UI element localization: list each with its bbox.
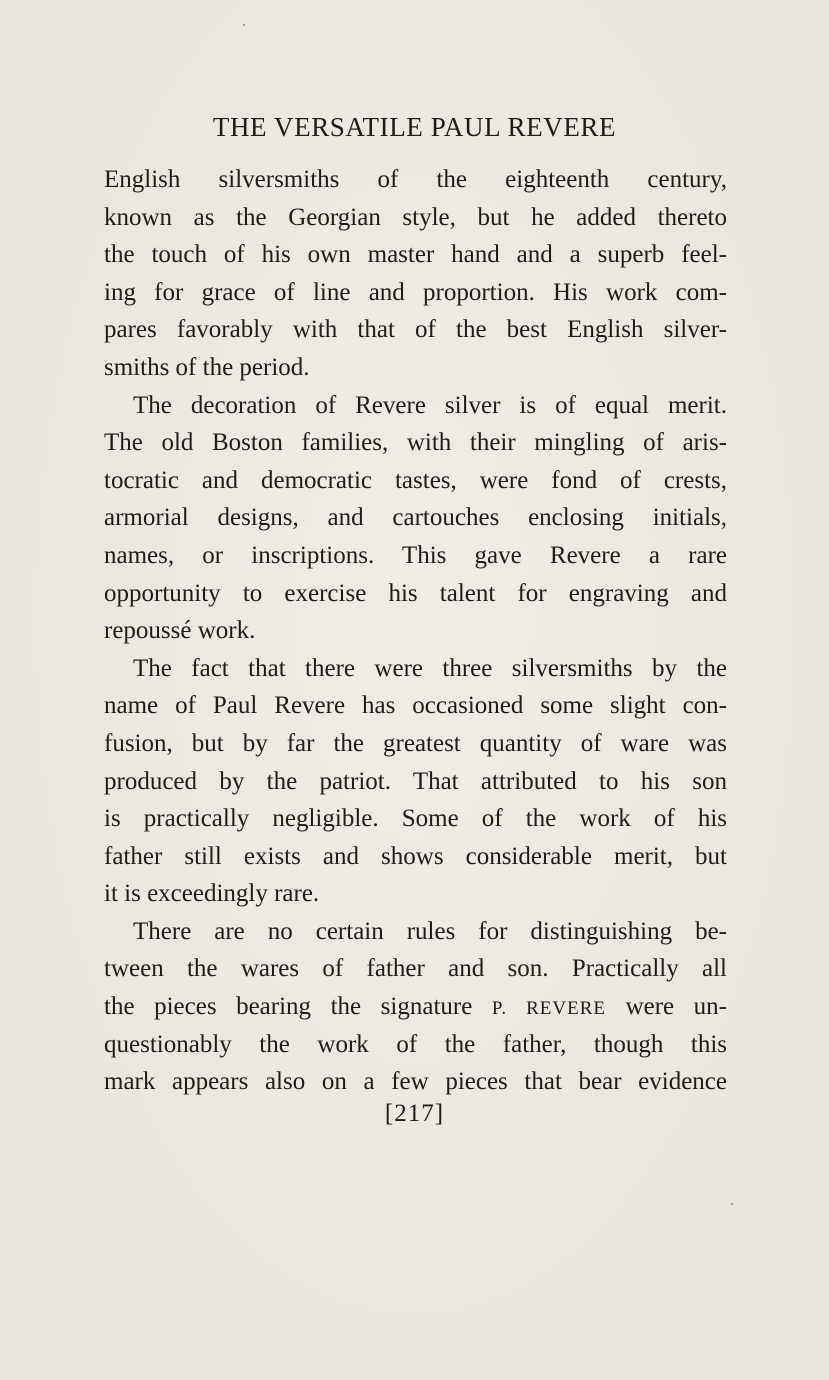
body-text bbox=[104, 161, 727, 1101]
text-line: it is exceedingly rare. bbox=[104, 880, 320, 908]
text-line: English silversmiths of the eighteenth century, bbox=[104, 166, 727, 193]
text-line: the touch of his own master hand and a superb feel- bbox=[104, 241, 727, 269]
text-line: questionably the work of the father, though this bbox=[104, 1030, 727, 1058]
text-line: pares favorably with that of the best English silver- bbox=[104, 316, 727, 344]
text-line: armorial designs, and cartouches enclosing initials, bbox=[104, 504, 727, 532]
text-line: ing for grace of line and proportion. His work com- bbox=[104, 278, 727, 306]
signature-mark: P. REVERE bbox=[491, 998, 607, 1020]
text-line: is practically negligible. Some of the work of his bbox=[104, 805, 727, 833]
text-line: known as the Georgian style, but he added thereto bbox=[104, 203, 727, 231]
text-line: The old Boston families, with their mingling of aris- bbox=[104, 429, 727, 457]
text-line: names, or inscriptions. This gave Revere a rare bbox=[104, 541, 727, 569]
text-line: name of Paul Revere has occasioned some slight con- bbox=[104, 692, 727, 720]
paper-speck bbox=[731, 1203, 733, 1205]
paper-speck bbox=[243, 24, 245, 26]
paragraph-start-line: The decoration of Revere silver is of equal merit. bbox=[133, 391, 727, 419]
text-line: produced by the patriot. That attributed to his son bbox=[104, 767, 727, 795]
text-line: tocratic and democratic tastes, were fond of crests, bbox=[104, 466, 727, 494]
running-head: THE VERSATILE PAUL REVERE bbox=[212, 112, 617, 142]
text-line: father still exists and shows considerable merit, but bbox=[104, 842, 727, 870]
text-line: mark appears also on a few pieces that bear evidence bbox=[104, 1068, 727, 1096]
text-line: smiths of the period. bbox=[104, 353, 310, 381]
text-line: repoussé work. bbox=[104, 617, 256, 645]
text-fragment: were un- bbox=[625, 993, 728, 1021]
text-line: opportunity to exercise his talent for engraving and bbox=[104, 579, 727, 607]
page-number: [217] bbox=[384, 1100, 445, 1127]
text-line bbox=[104, 988, 727, 1026]
paragraph-start-line: The fact that there were three silversmiths by the bbox=[133, 654, 727, 682]
text-line: fusion, but by far the greatest quantity of ware was bbox=[104, 729, 727, 757]
text-line: tween the wares of father and son. Practically all bbox=[104, 955, 727, 983]
text-fragment: the pieces bearing the signature bbox=[104, 993, 473, 1021]
paragraph-start-line: There are no certain rules for distinguishing be- bbox=[133, 917, 727, 945]
